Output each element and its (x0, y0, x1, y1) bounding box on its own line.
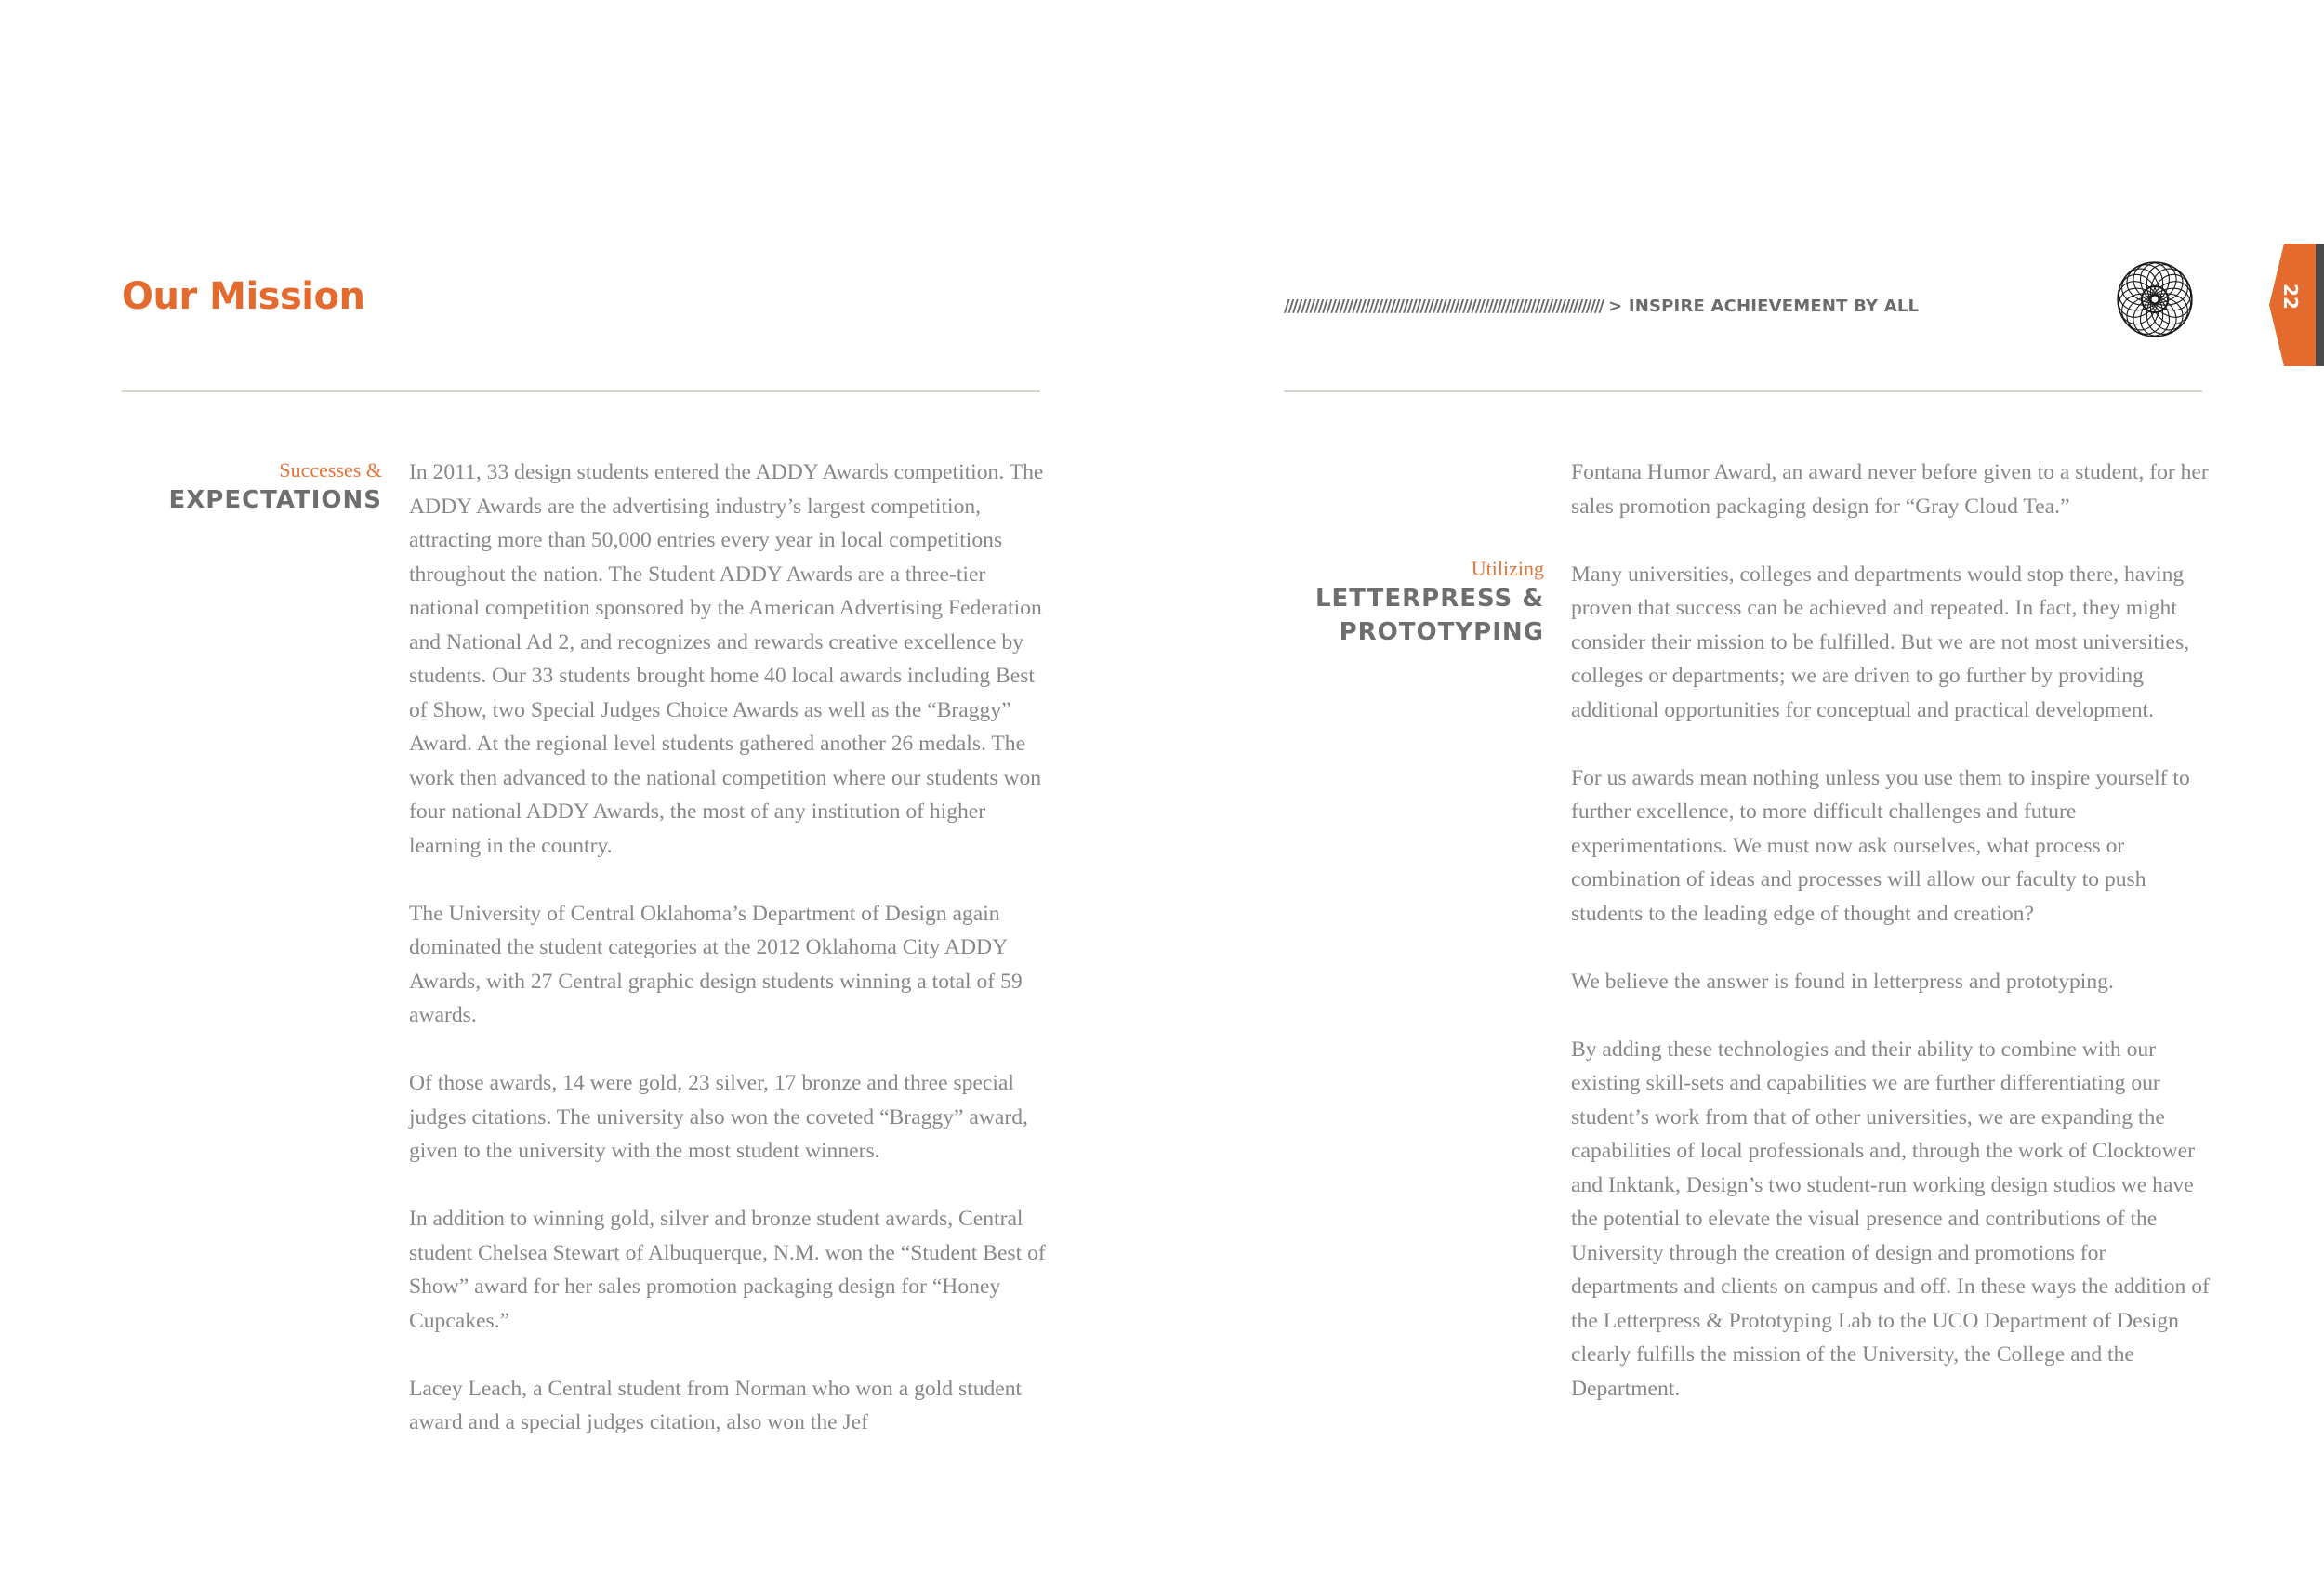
section-heading-line2: PROTOTYPING (1339, 618, 1544, 646)
divider-left (122, 390, 1040, 392)
section-heading: EXPECTATIONS (168, 486, 382, 514)
tagline (1284, 297, 1919, 316)
paragraph: By adding these technologies and their ability to combine with our existing skill-sets and capabilities we are further differentiating our student’s work from that of other universities, we are expanding the capabilities of local professionals and, through the work of Clocktower and Inktank, Design’s two student-run working design studios we have the potential to elevate the visual presence and contributions of the University through the creation of design and promotions for departments and clients on campus and off. In these ways the addition of the Letterpress & Prototyping Lab to the UCO Department of Design clearly fulfills the mission of the University, the College and the Department. (1571, 1037, 2210, 1401)
paragraph: Lacey Leach, a Central student from Norman who won a gold student award and a special judges citation, also won the Jef (409, 1376, 1023, 1434)
right-body-column (1571, 456, 2212, 1440)
page-title: Our Mission (122, 275, 365, 318)
spirograph-emblem-icon (2108, 253, 2201, 346)
page-number: 22 (2279, 284, 2302, 310)
section-heading-line1: LETTERPRESS & (1314, 585, 1544, 613)
section-heading-successes (122, 457, 382, 517)
section-kicker: Utilizing (1471, 557, 1544, 580)
tagline-text: > INSPIRE ACHIEVEMENT BY ALL (1608, 297, 1920, 316)
paragraph: In 2011, 33 design students entered the ADDY Awards competition. The ADDY Awards are the advertising industry’s largest competition, attracting more than 50,000 entries every year in local competitions throughout the nation. The Student ADDY Awards are a three-tier national competition sponsored by the American Advertising Federation and National Ad 2, and recognizes and rewards creative excellence by students. Our 33 students brought home 40 local awards including Best of Show, two Special Judges Choice Awards as well as the “Braggy” Award. At the regional level students gathered another 26 medals. The work then advanced to the national competition where our students won four national ADDY Awards, the most of any institution of higher learning in the country. (409, 460, 1044, 858)
section-kicker: Successes & (279, 458, 382, 482)
paragraph: In addition to winning gold, silver and bronze student awards, Central student Chelsea Stewart of Albuquerque, N.M. won the “Student Best of Show” award for her sales promotion packaging design for “Honey Cupcakes.” (409, 1207, 1046, 1333)
divider-right (1284, 390, 2202, 392)
tagline-slashes: /////////////////////////////////////////////////////////////////////////// (1284, 297, 1604, 316)
left-body-column (409, 456, 1050, 1473)
section-heading-letterpress (1284, 556, 1544, 649)
paragraph: Of those awards, 14 were gold, 23 silver, 17 bronze and three special judges citations. The university also won the coveted “Braggy” award, given to the university with the most student winners. (409, 1071, 1028, 1163)
paragraph: The University of Central Oklahoma’s Department of Design again dominated the student categories at the 2012 Oklahoma City ADDY Awards, with 27 Central graphic design students winning a total of 59 awards. (409, 901, 1023, 1027)
paragraph: For us awards mean nothing unless you use them to inspire yourself to further excellence, to more difficult challenges and future experimentations. We must now ask ourselves, what process or combination of ideas and processes will allow our faculty to push students to the leading edge of thought and creation? (1571, 765, 2190, 926)
paragraph: We believe the answer is found in letterpress and prototyping. (1571, 969, 2114, 994)
paragraph: Fontana Humor Award, an award never before given to a student, for her sales promotion packaging design for “Gray Cloud Tea.” (1571, 460, 2209, 519)
paragraph: Many universities, colleges and departments would stop there, having proven that success can be achieved and repeated. In fact, they might consider their mission to be fulfilled. But we are not most universities, colleges or departments; we are driven to go further by providing additional opportunities for conceptual and practical development. (1571, 561, 2190, 722)
